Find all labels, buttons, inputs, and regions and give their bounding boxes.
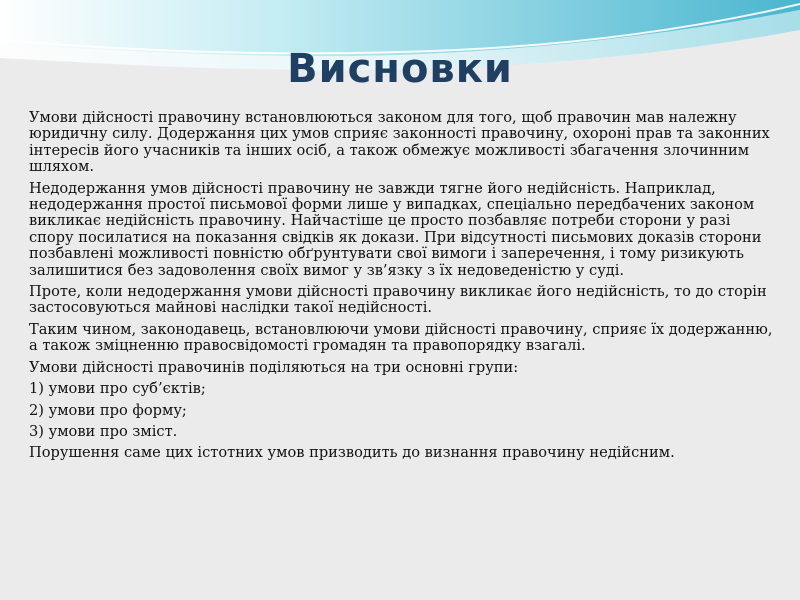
body-paragraph-2: Недодержання умов дійсності правочину не завжди тягне його недійсність. Наприклад, недодержання простої письмової форми лише у випадках, спеціально передбачених законом викликає недійсність правочину. Найчастіше це просто позбавляє потреби сторони у разі спору посилатися на показання свідків як докази. При відсутності письмових доказів сторони позбавлені можливості повністю обґрунтувати свої вимоги і заперечення, і тому ризикують залишитися без задоволення своїх вимог у зв’язку з їх недоведеністю у суді. (29, 179, 762, 279)
body-paragraph-3: Проте, коли недодержання умови дійсності правочину викликає його недійсність, то до сторін застосовуються майнові наслідки такої недійсності. (29, 283, 767, 317)
body-paragraph-1: Умови дійсності правочину встановлюються законом для того, щоб правочин мав належну юридичну силу. Додержання цих умов сприяє законності правочину, охороні прав та законних інтересів його учасників та інших осіб, а також обмежує можливості збагачення злочинним шляхом. (29, 109, 770, 176)
list-item-content: 3) умови про зміст. (29, 422, 178, 440)
slide-title: Висновки (287, 46, 513, 92)
body-paragraph-conclusion: Порушення саме цих істотних умов призводить до визнання правочину недійсним. (29, 444, 675, 462)
body-paragraph-4: Таким чином, законодавець, встановлюючи умови дійсності правочину, сприяє їх додержанню, а також зміцненню правосвідомості громадян та правопорядку взагалі. (29, 320, 773, 355)
list-item-form: 2) умови про форму; (29, 401, 187, 419)
list-item-subjects: 1) умови про суб’єктів; (29, 380, 206, 398)
slide-body (29, 110, 774, 467)
body-paragraph-5: Умови дійсності правочинів поділяються на три основні групи: (29, 358, 519, 376)
